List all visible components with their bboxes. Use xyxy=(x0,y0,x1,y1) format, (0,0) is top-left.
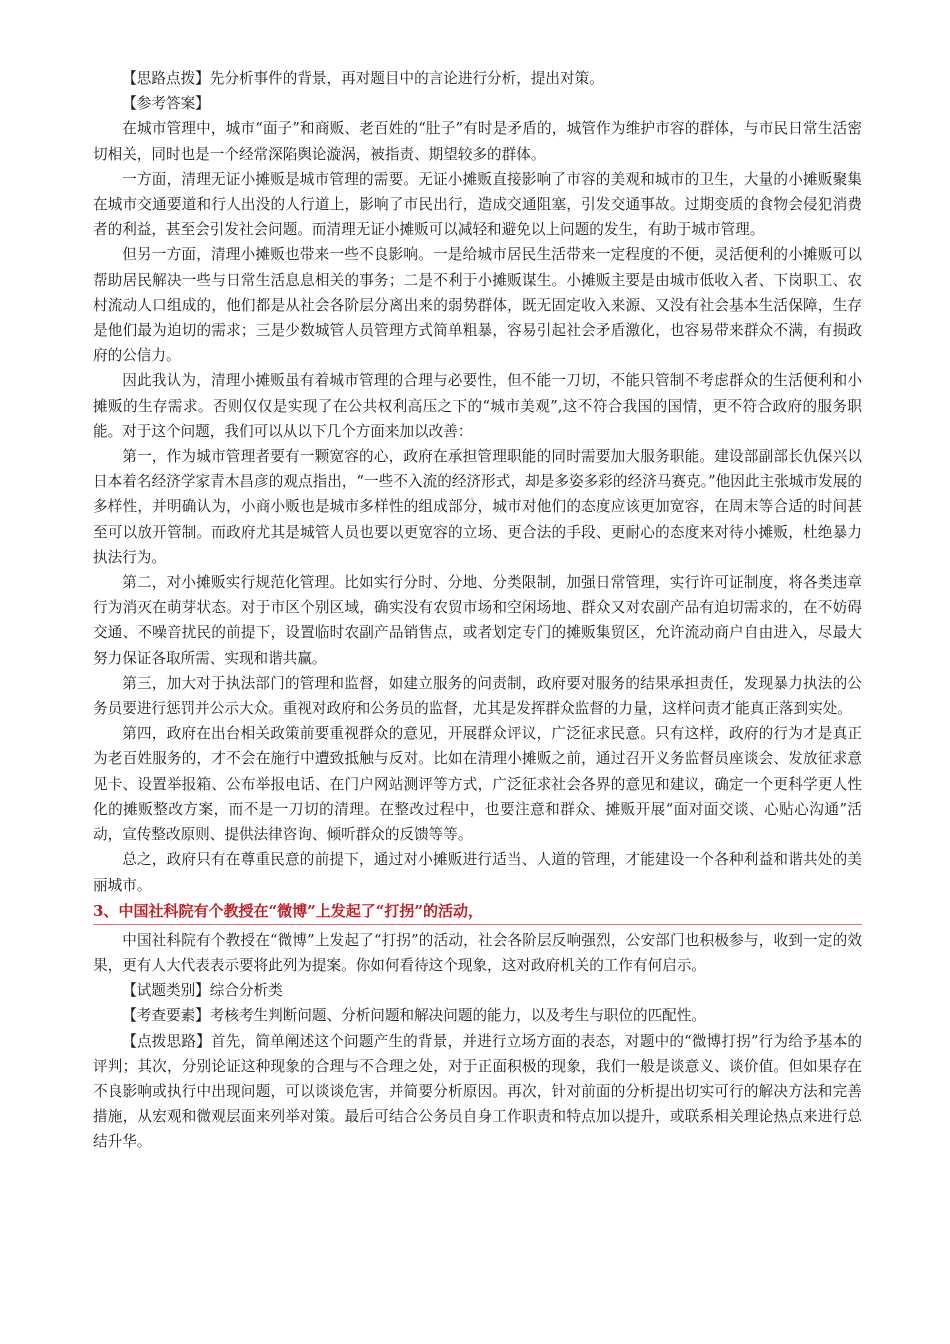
answer-paragraph-4: 因此我认为，清理小摊贩虽有着城市管理的合理与必要性，但不能一刀切，不能只管制不考虑群众的生活便利和小摊贩的生存需求。否则仅仅是实现了在公共权利高压之下的“城市美观”,这不符合我国的国情，更不符合政府的服务职能。对于这个问题，我们可以从以下几个方面来加以改善： xyxy=(93,372,862,440)
answer-paragraph-3: 但另一方面，清理小摊贩也带来一些不良影响。一是给城市居民生活带来一定程度的不便，灵活便利的小摊贩可以帮助居民解决一些与日常生活息息相关的事务；二是不利于小摊贩谋生。小摊贩主要是由城市低收入者、下岗职工、农村流动人口组成的，他们都是从社会各阶层分离出来的弱势群体，既无固定收入来源、又没有社会基本生活保障，生存是他们最为迫切的需求；三是少数城管人员管理方式简单粗暴，容易引起社会矛盾激化，也容易带来群众不满，有损政府的公信力。 xyxy=(93,246,862,365)
answer-paragraph-2: 一方面，清理无证小摊贩是城市管理的需要。无证小摊贩直接影响了市容的美观和城市的卫生，大量的小摊贩聚集在城市交通要道和行人出没的人行道上，影响了市民出行，造成交通阻塞，引发交通事故。过期变质的食物会侵犯消费者的利益，甚至会引发社会问题。而清理无证小摊贩可以减轻和避免以上问题的发生，有助于城市管理。 xyxy=(93,170,862,239)
question-category: 【试题类别】综合分析类 xyxy=(122,982,283,1000)
hint-paragraph: 【思路点拨】先分析事件的背景，再对题目中的言论进行分析，提出对策。 xyxy=(122,70,604,87)
answer-paragraph-6: 第二，对小摊贩实行规范化管理。比如实行分时、分地、分类限制，加强日常管理，实行许可证制度，将各类违章行为消灭在萌芽状态。对于市区个别区域，确实没有农贸市场和空闲场地、群众又对农副产品有迫切需求的，在不妨碍交通、不噪音扰民的前提下，设置临时农副产品销售点，或者划定专门的摊贩集贸区，允许流动商户自由进入，尽最大努力保证各取所需、实现和谐共赢。 xyxy=(93,574,862,667)
section-divider xyxy=(93,924,862,925)
answer-paragraph-7: 第三，加大对于执法部门的管理和监督，如建立服务的问责制，政府要对服务的结果承担责任，发现暴力执法的公务员要进行惩罚并公示大众。重视对政府和公务员的监督，尤其是发挥群众监督的力量，这样问责才能真正落到实处。 xyxy=(93,674,862,718)
section-title: 中国社科院有个教授在“微博”上发起了“打拐”的活动， xyxy=(118,901,483,920)
answer-label: 【参考答案】 xyxy=(122,95,210,113)
answer-paragraph-8: 第四，政府在出台相关政策前要重视群众的意见，开展群众评议，广泛征求民意。只有这样，政府的行为才是真正为老百姓服务的，才不会在施行中遭致抵触与反对。比如在清理小摊贩之前，通过召开义务监督员座谈会、发放征求意见卡、设置举报箱、公布举报电话、在门户网站测评等方式，广泛征求社会各界的意见和建议，确定一个更科学更人性化的摊贩整改方案，而不是一刀切的清理。在整改过程中，也要注意和群众、摊贩开展“面对面交谈、心贴心沟通”活动，宣传整改原则、提供法律咨询、倾听群众的反馈等等。 xyxy=(93,725,862,844)
question-elements: 【考查要素】考核考生判断问题、分析问题和解决问题的能力，以及考生与职位的匹配性。 xyxy=(122,1007,706,1025)
section-3-heading xyxy=(93,898,862,924)
answer-paragraph-5: 第一，作为城市管理者要有一颗宽容的心，政府在承担管理职能的同时需要加大服务职能。建设部副部长仇保兴以日本着名经济学家青木昌彦的观点指出，“一些不入流的经济形式，却是多姿多彩的经济马赛克。”他因此主张城市发展的多样性，并明确认为，小商小贩也是城市多样性的组成部分，城市对他们的态度应该更加宽容，在周末等合适的时间甚至可以放开管制。而政府尤其是城管人员也要以更宽容的立场、更合法的手段、更耐心的态度来对待小摊贩，杜绝暴力执法行为。 xyxy=(93,448,862,566)
answer-paragraph-1: 在城市管理中，城市“面子”和商贩、老百姓的“肚子”有时是矛盾的，城管作为维护市容的群体，与市民日常生活密切相关，同时也是一个经常深陷舆论漩涡，被指责、期望较多的群体。 xyxy=(93,120,862,163)
question-paragraph: 中国社科院有个教授在“微博”上发起了“打拐”的活动，社会各阶层反响强烈，公安部门也积极参与，收到一定的效果，更有人大代表表示要将此列为提案。你如何看待这个现象，这对政府机关的工作有何启示。 xyxy=(93,931,862,974)
answer-paragraph-9: 总之，政府只有在尊重民意的前提下，通过对小摊贩进行适当、人道的管理，才能建设一个各种利益和谐共处的美丽城市。 xyxy=(93,851,862,894)
question-hint: 【点拨思路】首先，简单阐述这个问题产生的背景，并进行立场方面的表态，对题中的“微博打拐”行为给予基本的评判；其次，分别论证这种现象的合理与不合理之处，对于正面积极的现象，我们一般是谈意义、谈价值。但如果存在不良影响或执行中出现问题，可以谈谈危害，并简要分析原因。再次，针对前面的分析提出切实可行的解决方法和完善措施，从宏观和微观层面来列举对策。最后可结合公务员自身工作职责和特点加以提升，或联系相关理论热点来进行总结升华。 xyxy=(93,1032,862,1151)
section-number: 3、 xyxy=(93,901,119,920)
